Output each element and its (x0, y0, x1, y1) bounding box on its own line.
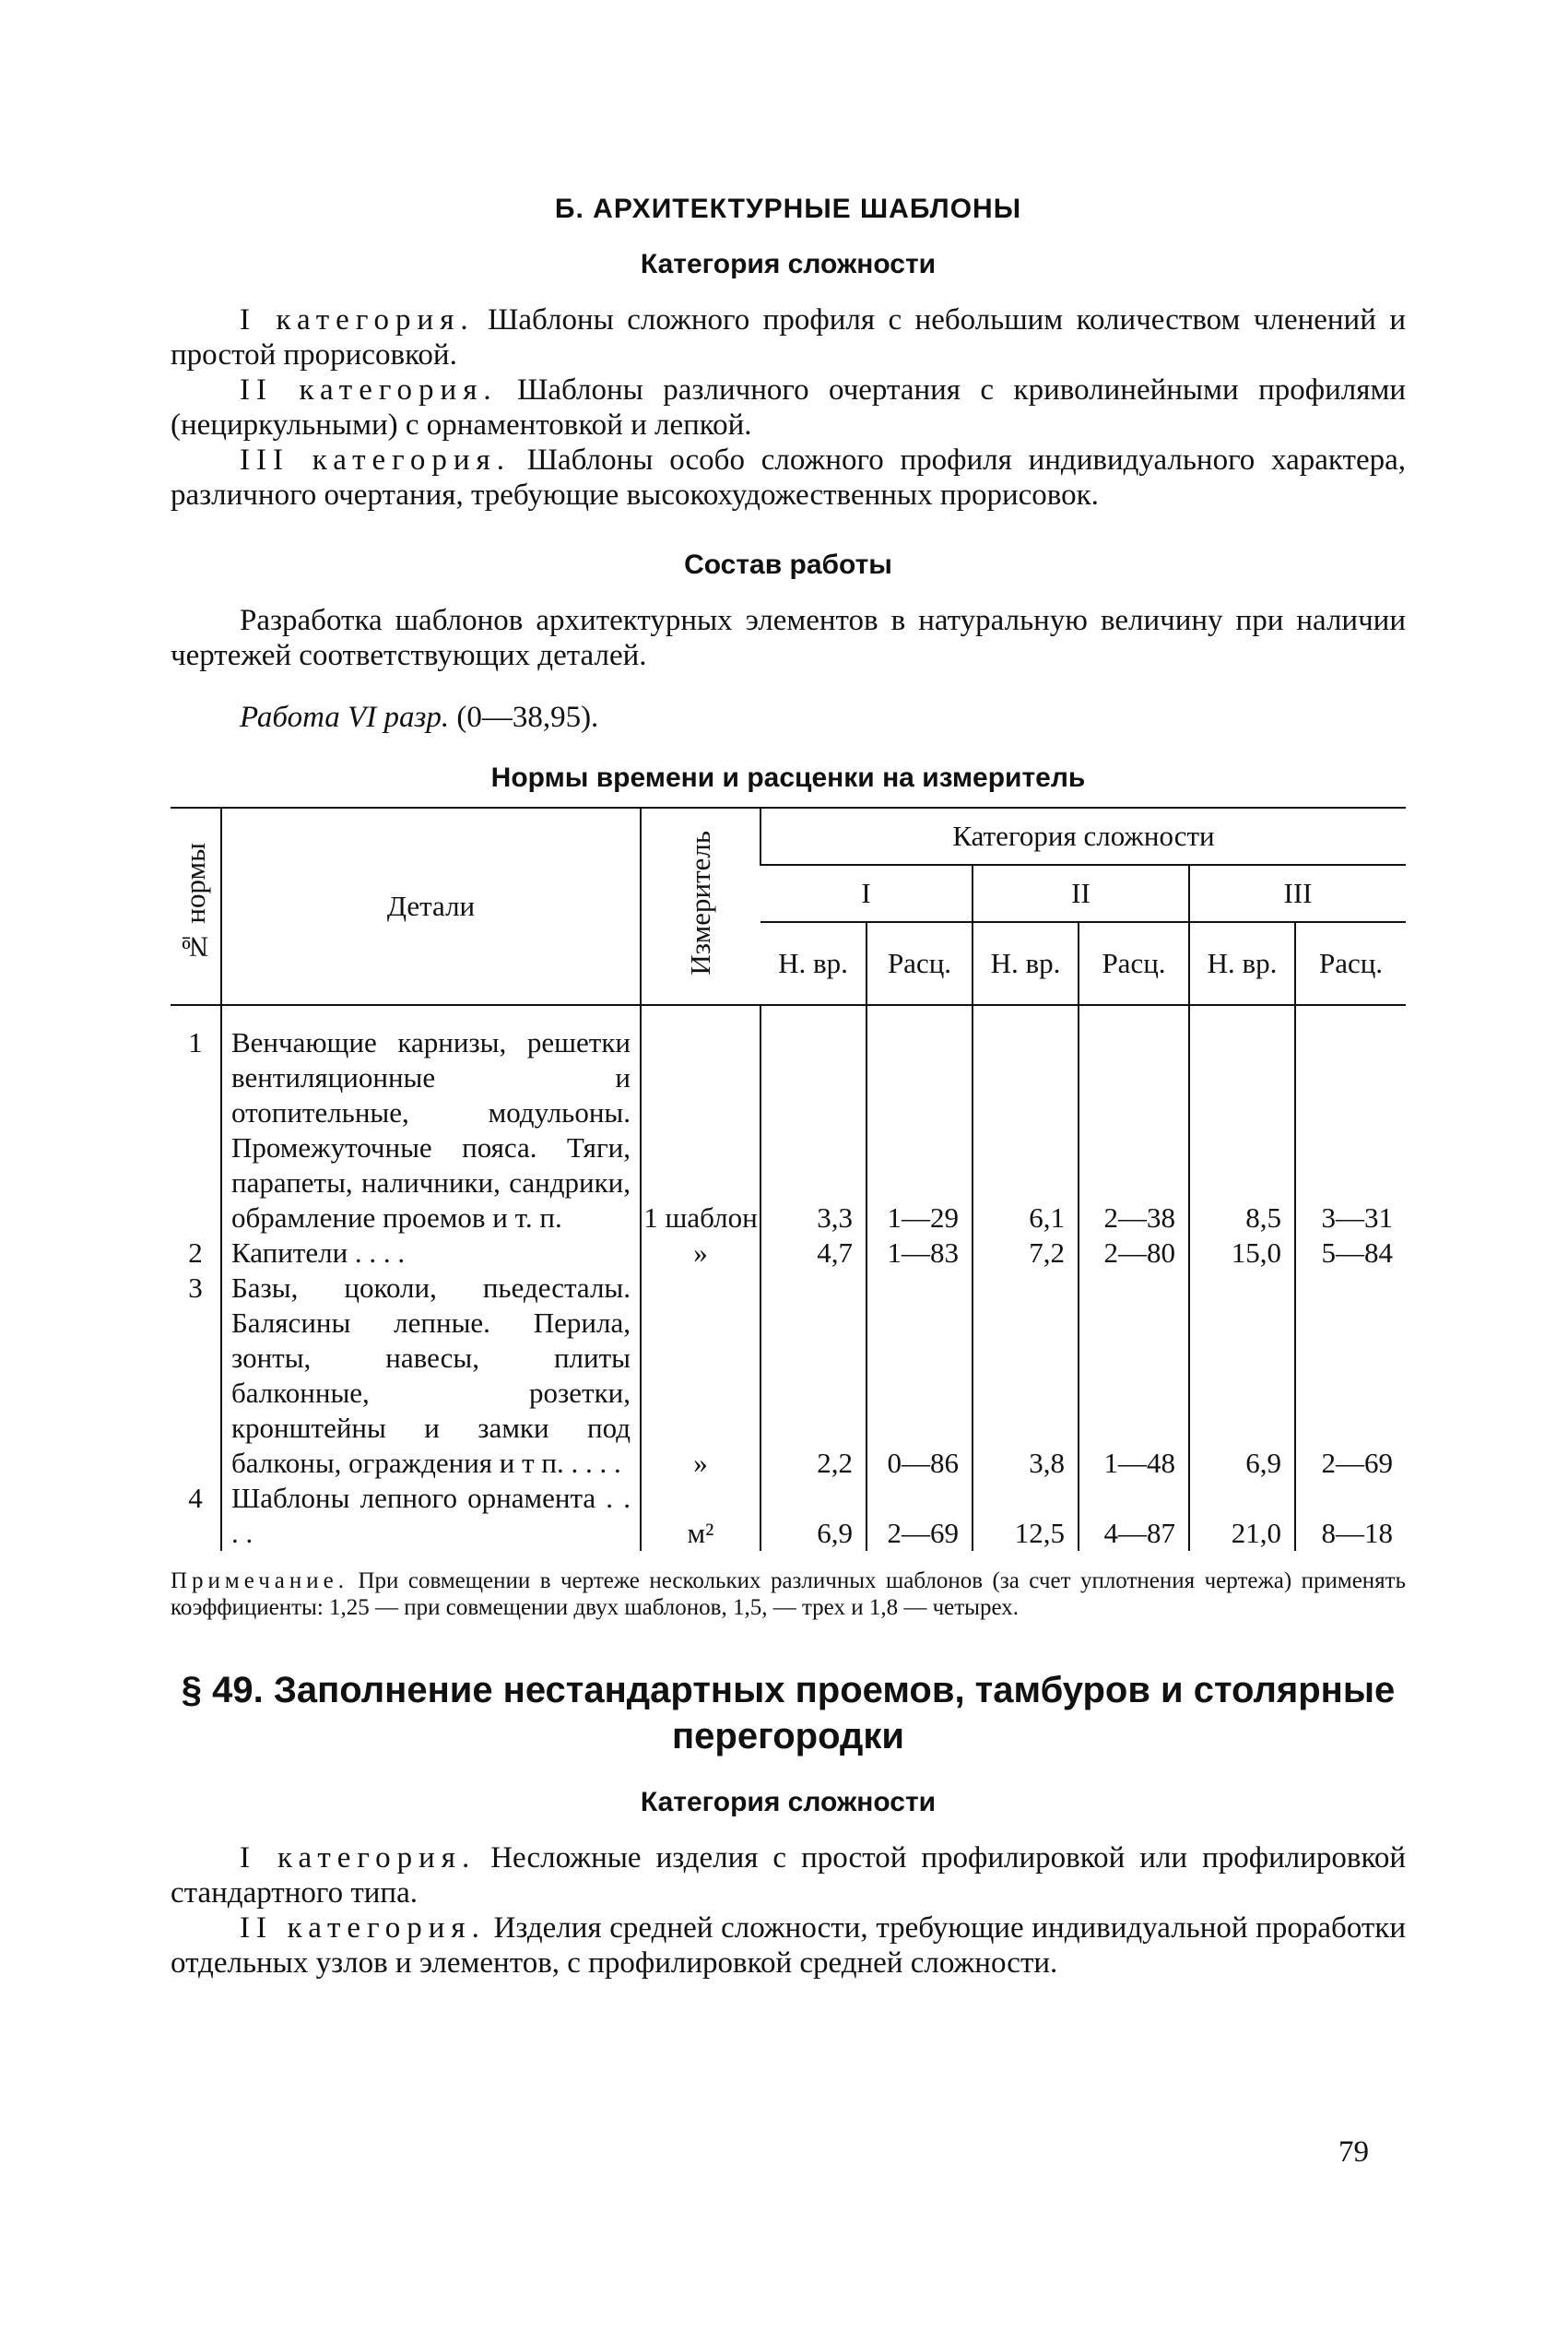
header-rasc: Расц. (1295, 922, 1406, 1005)
cell-nvr-1: 4,7 (760, 1236, 867, 1271)
header-rasc: Расц. (1079, 922, 1189, 1005)
worker-rate: (0—38,95). (456, 701, 599, 734)
cell-rasc-1: 1—83 (867, 1236, 973, 1271)
cell-rasc-1: 1—29 (867, 1025, 973, 1236)
cell-nvr-2: 3,8 (973, 1271, 1079, 1481)
category-label: I категория. (240, 1841, 477, 1875)
row-number: 4 (188, 1482, 203, 1514)
row-unit: м² (641, 1481, 760, 1551)
work-heading: Состав работы (684, 550, 892, 580)
table-title: Нормы времени и расценки на измеритель (490, 763, 1086, 793)
cell-rasc-2: 1—48 (1079, 1271, 1189, 1481)
note-label: Примечание. (171, 1568, 349, 1593)
category-label: I категория. (240, 303, 475, 337)
category-paragraph (171, 1910, 1406, 1981)
header-category: Категория сложности (760, 808, 1406, 865)
header-norm-number: № нормы (171, 808, 221, 1005)
category-heading: Категория сложности (640, 1787, 937, 1817)
category-label: III категория. (240, 444, 511, 477)
cell-rasc-2: 2—38 (1079, 1025, 1189, 1236)
cell-nvr-1: 2,2 (760, 1271, 867, 1481)
cell-rasc-3: 8—18 (1295, 1481, 1406, 1551)
table-row (171, 1025, 1406, 1236)
header-nvr: Н. вр. (973, 922, 1079, 1005)
category-paragraph (171, 443, 1406, 513)
header-cat-1: I (760, 865, 973, 922)
header-cat-2: II (973, 865, 1189, 922)
table-row (171, 1236, 1406, 1271)
category-text: Шаблоны различного очертания с криволинейными профилями (нециркульными) с орнаментовкой и лепкой. (171, 373, 1406, 442)
page-number: 79 (1338, 2135, 1369, 2169)
table-row (171, 1481, 1406, 1551)
row-details: Базы, цоколи, пьедесталы. Балясины лепные. Перила, зонты, навесы, плиты балконные, розетки, кронштейны и замки под балконы, ограждения и т п. . . . . (221, 1271, 641, 1481)
cell-nvr-3: 6,9 (1189, 1271, 1295, 1481)
header-details: Детали (221, 808, 641, 1005)
section-b-title: Б. АРХИТЕКТУРНЫЕ ШАБЛОНЫ (554, 194, 1022, 224)
row-details: Шаблоны лепного орнамента . . . . (221, 1481, 641, 1551)
row-details: Венчающие карнизы, решетки вентиляционные и отопительные, модульоны. Промежуточные пояса. Тяги, парапеты, наличники, сандрики, обрамление проемов и т. п. (221, 1025, 641, 1236)
category-text: Изделия средней сложности, требующие индивидуальной проработки отдельных узлов и элементов, с профилировкой средней сложности. (171, 1911, 1406, 1980)
row-unit: » (641, 1271, 760, 1481)
category-label: II категория. (240, 373, 498, 407)
cell-nvr-1: 6,9 (760, 1481, 867, 1551)
header-nvr: Н. вр. (1189, 922, 1295, 1005)
row-number: 3 (188, 1271, 203, 1304)
cell-rasc-2: 2—80 (1079, 1236, 1189, 1271)
cell-nvr-2: 12,5 (973, 1481, 1079, 1551)
category-text: Несложные изделия с простой профилировкой или профилировкой стандартного типа. (171, 1841, 1407, 1910)
row-number: 1 (188, 1026, 203, 1059)
cell-rasc-1: 2—69 (867, 1481, 973, 1551)
category-text: Шаблоны особо сложного профиля индивидуального характера, различного очертания, требующие высокохудожественных прорисовок. (171, 444, 1406, 512)
cell-rasc-3: 3—31 (1295, 1025, 1406, 1236)
category-text: Шаблоны сложного профиля с небольшим количеством членений и простой прорисовкой. (171, 303, 1406, 372)
row-number: 2 (188, 1236, 203, 1269)
cell-nvr-2: 7,2 (973, 1236, 1079, 1271)
norms-table (171, 807, 1406, 1551)
row-unit: » (641, 1236, 760, 1271)
cell-nvr-3: 15,0 (1189, 1236, 1295, 1271)
cell-nvr-1: 3,3 (760, 1025, 867, 1236)
cell-rasc-3: 2—69 (1295, 1271, 1406, 1481)
header-cat-3: III (1189, 865, 1406, 922)
cell-rasc-1: 0—86 (867, 1271, 973, 1481)
header-unit: Измеритель (641, 808, 760, 1005)
row-unit: 1 шаблон (641, 1025, 760, 1236)
row-details: Капители . . . . (221, 1236, 641, 1271)
note-text: При совмещении в чертеже нескольких различных шаблонов (за счет уплотнения чертежа) применять коэффициенты: 1,25 — при совмещении двух шаблонов, 1,5, — трех и 1,8 — четырех. (171, 1568, 1406, 1620)
category-label: II категория. (240, 1911, 486, 1945)
worker-line (240, 701, 1406, 735)
cell-rasc-3: 5—84 (1295, 1236, 1406, 1271)
work-text: Разработка шаблонов архитектурных элементов в натуральную величину при наличии чертежей соответствующих деталей. (171, 604, 1406, 672)
header-nvr: Н. вр. (760, 922, 867, 1005)
category-paragraph (171, 302, 1406, 373)
category-heading: Категория сложности (640, 249, 937, 279)
header-rasc: Расц. (867, 922, 973, 1005)
category-paragraph (171, 1840, 1406, 1910)
category-paragraph (171, 373, 1406, 443)
cell-nvr-3: 21,0 (1189, 1481, 1295, 1551)
worker-grade: Работа VI разр. (240, 701, 450, 734)
table-note (171, 1567, 1406, 1621)
table-row (171, 1271, 1406, 1481)
cell-nvr-2: 6,1 (973, 1025, 1079, 1236)
cell-rasc-2: 4—87 (1079, 1481, 1189, 1551)
section-49-title: § 49. Заполнение нестандартных проемов, тамбуров и столярные перегородки (181, 1670, 1396, 1756)
page-content (171, 184, 1406, 1981)
cell-nvr-3: 8,5 (1189, 1025, 1295, 1236)
